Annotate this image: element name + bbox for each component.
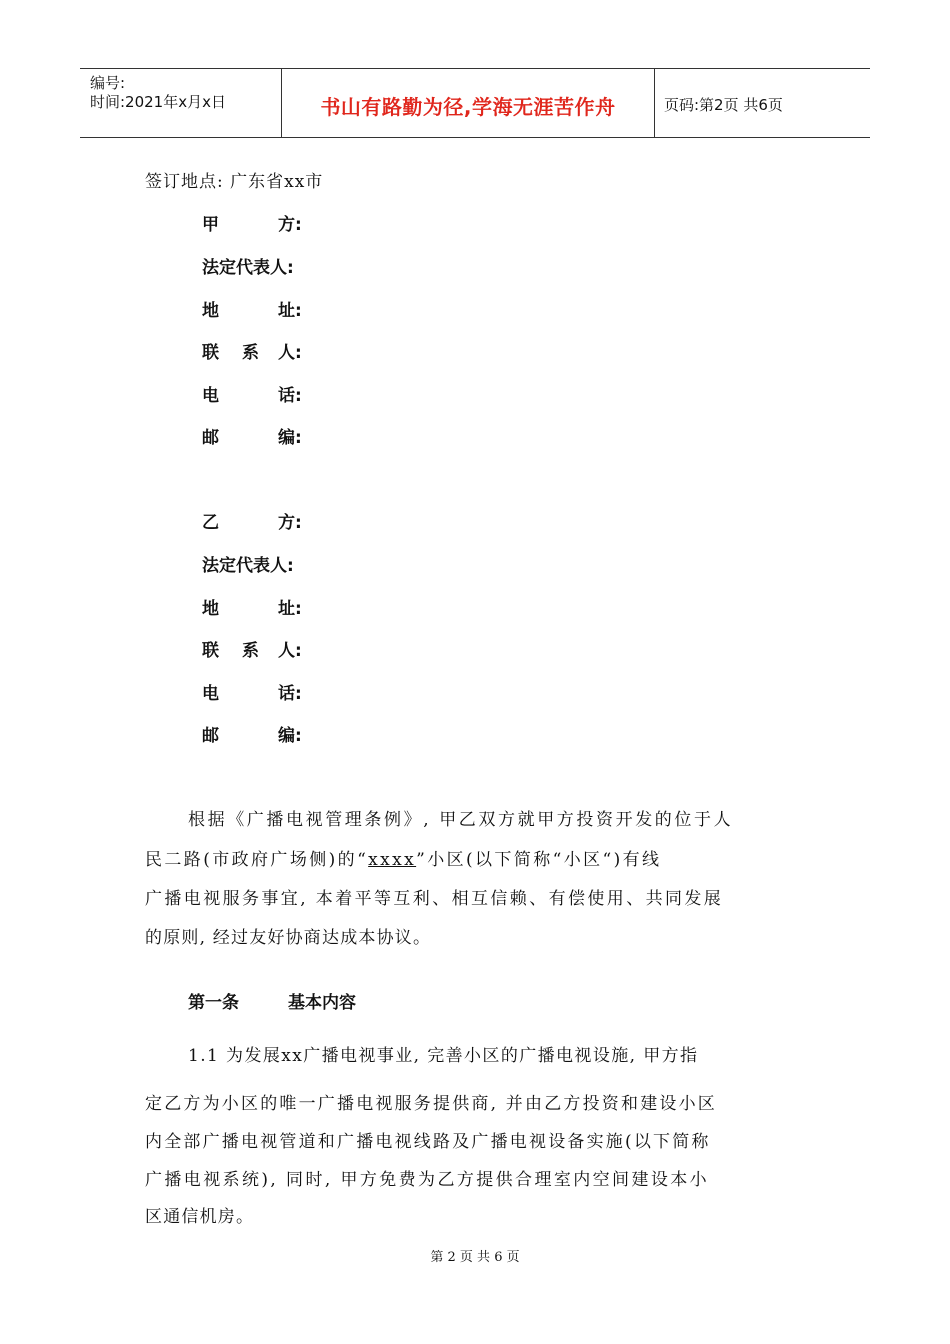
clause-line: 内全部广播电视管道和广播电视线路及广播电视设备实施(以下简称: [145, 1132, 711, 1152]
project-name: xxxx: [368, 850, 417, 870]
party-a-label: 甲 方:: [202, 215, 302, 235]
party-b-contact-label: 联 系 人:: [202, 641, 302, 661]
party-a-rep-label: 法定代表人:: [202, 258, 294, 278]
time-label: 时间:2021年x月x日: [90, 93, 226, 111]
clause-line: 1.1 为发展xx广播电视事业, 完善小区的广播电视设施, 甲方指: [188, 1046, 699, 1066]
header-page-cell: [655, 69, 870, 137]
header-meta-cell: [80, 69, 282, 137]
clause-line: 定乙方为小区的唯一广播电视服务提供商, 并由乙方投资和建设小区: [145, 1094, 718, 1114]
preamble-line: 的原则, 经过友好协商达成本协议。: [145, 928, 432, 948]
sign-place: 签订地点: 广东省xx市: [145, 172, 324, 192]
motto: 书山有路勤为径,学海无涯苦作舟: [320, 95, 616, 119]
article-number: 第一条: [188, 993, 239, 1013]
page-info: 页码:第2页 共6页: [664, 96, 783, 114]
preamble-line: 广播电视服务事宜, 本着平等互利、相互信赖、有偿使用、共同发展: [145, 889, 724, 909]
party-b-phone-label: 电 话:: [202, 684, 302, 704]
party-b-postcode-label: 邮 编:: [202, 726, 302, 746]
number-label: 编号:: [90, 74, 126, 92]
header-motto-cell: [282, 69, 655, 137]
preamble-line: 民二路(市政府广场侧)的“xxxx”小区(以下简称“小区“)有线: [145, 850, 662, 870]
clause-line: 广播电视系统), 同时, 甲方免费为乙方提供合理室内空间建设本小: [145, 1170, 710, 1190]
party-a-contact-label: 联 系 人:: [202, 343, 302, 363]
article-title: 基本内容: [288, 993, 356, 1013]
party-a-postcode-label: 邮 编:: [202, 428, 302, 448]
page-header: [80, 68, 870, 138]
preamble-paragraph: [145, 805, 805, 948]
clause-1-1-paragraph: [145, 1041, 805, 1227]
preamble-line: 根据《广播电视管理条例》, 甲乙双方就甲方投资开发的位于人: [188, 810, 734, 830]
party-b-label: 乙 方:: [202, 513, 302, 533]
party-b-rep-label: 法定代表人:: [202, 556, 294, 576]
page-footer: 第 2 页 共 6 页: [430, 1250, 520, 1265]
clause-line: 区通信机房。: [145, 1207, 255, 1227]
party-b-address-label: 地 址:: [202, 599, 302, 619]
party-a-phone-label: 电 话:: [202, 386, 302, 406]
party-a-address-label: 地 址:: [202, 301, 302, 321]
